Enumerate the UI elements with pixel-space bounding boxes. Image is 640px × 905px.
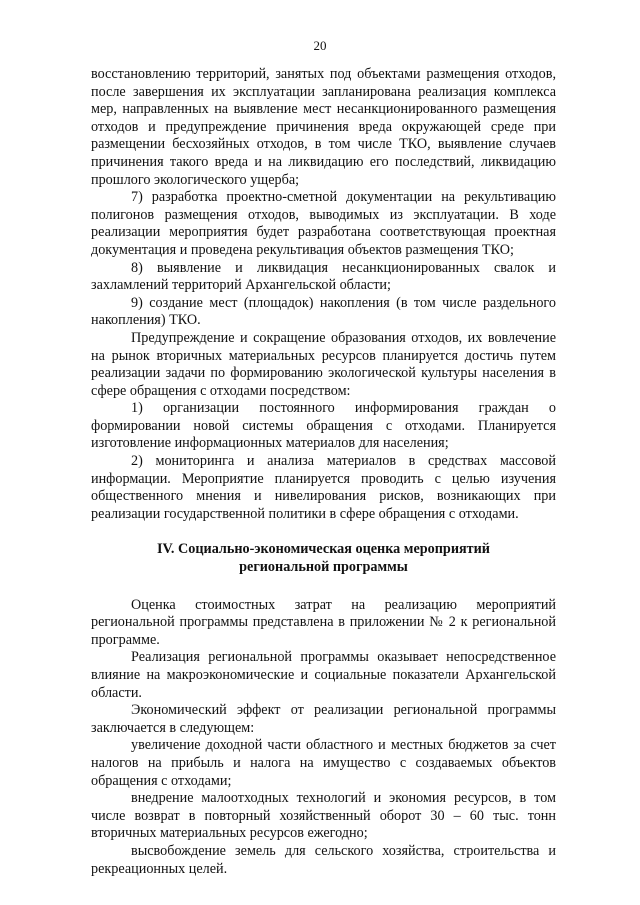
page-body	[91, 66, 556, 878]
section-heading-line-1: IV. Социально-экономическая оценка мероприятий	[156, 541, 490, 558]
paragraph: восстановлению территорий, занятых под объектами размещения отходов, после завершения их эксплуатации запланирована реализация комплекса мер, направленных на выявление мест несанкционированного размещения отходов и предупреждение причинения вреда окружающей среде при размещении бесхозяйных отходов, в том числе ТКО, выявление случаев причинения такого вреда и на ликвидацию его последствий, ликвидацию прошлого экологического ущерба;	[91, 66, 556, 188]
list-item: высвобождение земель для сельского хозяйства, строительства и рекреационных целей.	[91, 842, 556, 877]
list-item-7: 7) разработка проектно-сметной документации на рекультивацию полигонов размещения отходов, выводимых из эксплуатации. В ходе реализации мероприятия будет разработана соответствующая проектная документация и проведена рекультивация объектов размещения ТКО;	[91, 189, 556, 258]
list-item: внедрение малоотходных технологий и экономия ресурсов, в том числе возврат в повторный хозяйственный оборот 30 – 60 тыс. тонн вторичных материальных ресурсов ежегодно;	[91, 790, 556, 842]
page-number: 20	[313, 38, 327, 53]
paragraph: Экономический эффект от реализации региональной программы заключается в следующем:	[91, 702, 556, 736]
section-heading-line-2: региональной программы	[239, 559, 408, 576]
paragraph: Реализация региональной программы оказывает непосредственное влияние на макроэкономические и социальные показатели Архангельской области.	[91, 649, 556, 701]
list-item: увеличение доходной части областного и местных бюджетов за счет налогов на прибыль и налога на имущество с создаваемых объектов обращения с отходами;	[91, 737, 556, 789]
list-item-9: 9) создание мест (площадок) накопления (в том числе раздельного накопления) ТКО.	[91, 294, 556, 329]
paragraph: Предупреждение и сокращение образования отходов, их вовлечение на рынок вторичных материальных ресурсов планируется достичь путем реализации задачи по формированию экологической культуры населения в сфере обращения с отходами посредством:	[91, 329, 556, 399]
list-item-1: 1) организации постоянного информирования граждан о формировании новой системы обращения с отходами. Планируется изготовление информационных материалов для населения;	[91, 400, 556, 452]
section-heading	[91, 541, 556, 576]
list-item-2: 2) мониторинга и анализа материалов в средствах массовой информации. Мероприятие планируется проводить с целью изучения общественного мнения и нивелирования рисков, возникающих при реализации государственной политики в сфере обращения с отходами.	[91, 453, 556, 522]
paragraph: Оценка стоимостных затрат на реализацию мероприятий региональной программы представлена в приложении № 2 к региональной программе.	[91, 596, 556, 648]
list-item-8: 8) выявление и ликвидация несанкционированных свалок и захламлений территорий Архангельской области;	[91, 259, 556, 294]
